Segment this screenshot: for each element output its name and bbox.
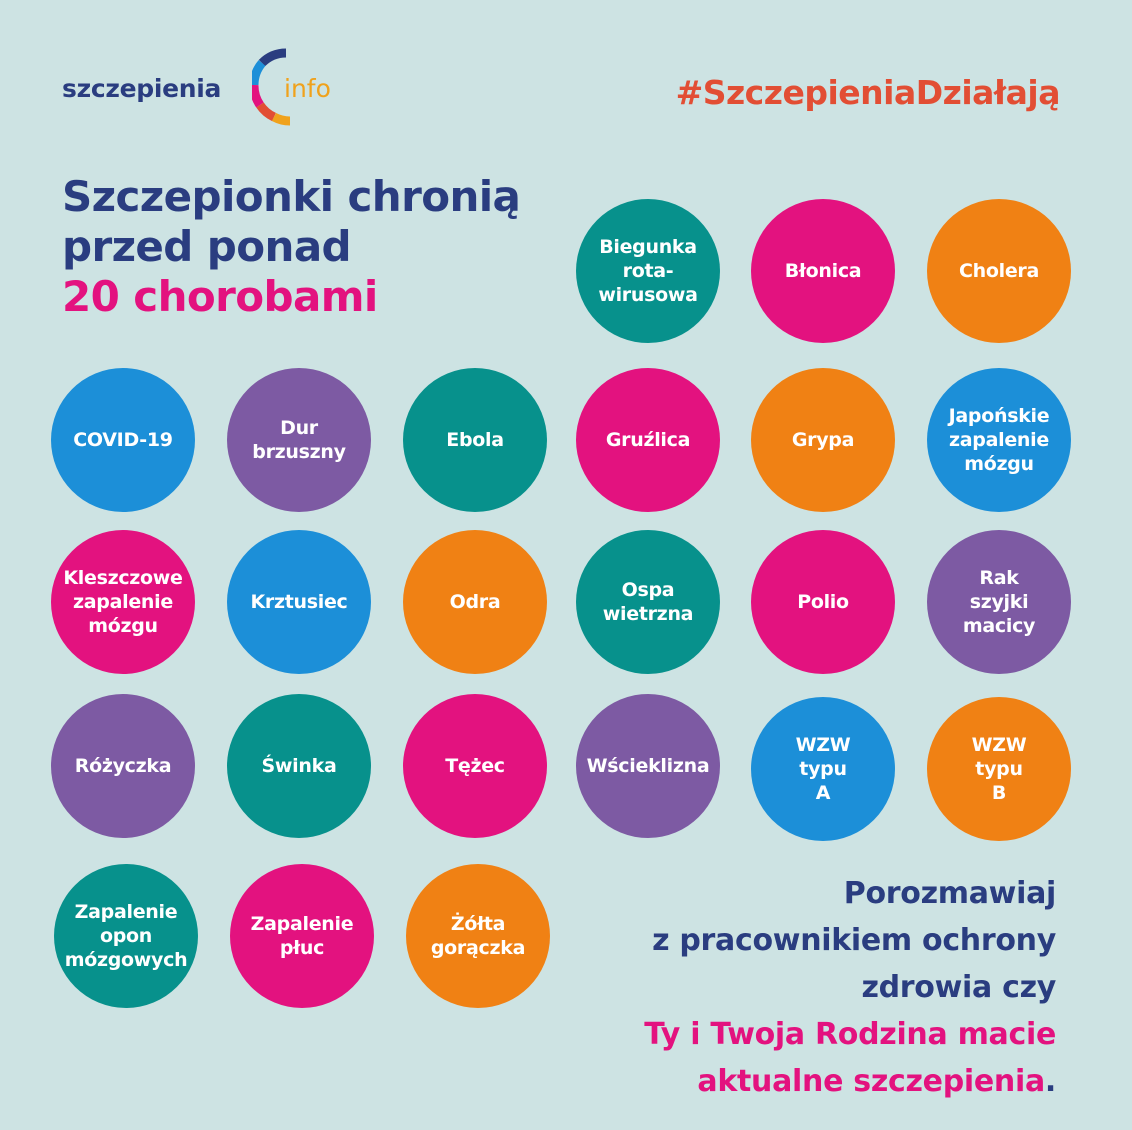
headline — [62, 172, 582, 322]
disease-circle: Wścieklizna — [576, 694, 720, 838]
cta-line-1: Porozmawiaj — [843, 876, 1056, 911]
call-to-action — [516, 870, 1056, 1105]
disease-circle: Dur brzuszny — [227, 368, 371, 512]
cta-line-2: z pracownikiem ochrony — [652, 923, 1056, 958]
disease-circle: Ebola — [403, 368, 547, 512]
cta-line-4: Ty i Twoja Rodzina macie — [644, 1017, 1056, 1052]
headline-line-2: przed ponad — [62, 222, 352, 271]
disease-circle: Zapalenie opon mózgowych — [54, 864, 198, 1008]
logo-suffix-text: info — [284, 74, 331, 103]
disease-circle: Cholera — [927, 199, 1071, 343]
disease-circle: Błonica — [751, 199, 895, 343]
headline-accent: 20 chorobami — [62, 272, 378, 321]
disease-circle: Biegunka rota- wirusowa — [576, 199, 720, 343]
disease-circle: Grypa — [751, 368, 895, 512]
headline-line-1: Szczepionki chronią — [62, 172, 521, 221]
logo — [62, 44, 362, 124]
disease-circle: Polio — [751, 530, 895, 674]
disease-circle: WZW typu B — [927, 697, 1071, 841]
cta-line-3: zdrowia czy — [861, 970, 1056, 1005]
disease-circle: Różyczka — [51, 694, 195, 838]
disease-circle: Krztusiec — [227, 530, 371, 674]
disease-circle: Odra — [403, 530, 547, 674]
disease-circle: COVID-19 — [51, 368, 195, 512]
disease-circle: WZW typu A — [751, 697, 895, 841]
disease-circle: Ospa wietrzna — [576, 530, 720, 674]
disease-circle: Zapalenie płuc — [230, 864, 374, 1008]
disease-circle: Tężec — [403, 694, 547, 838]
disease-circle: Kleszczowe zapalenie mózgu — [51, 530, 195, 674]
disease-circle: Świnka — [227, 694, 371, 838]
disease-circle: Rak szyjki macicy — [927, 530, 1071, 674]
cta-line-5-period: . — [1044, 1064, 1056, 1099]
disease-circle: Japońskie zapalenie mózgu — [927, 368, 1071, 512]
disease-circle: Gruźlica — [576, 368, 720, 512]
hashtag: #SzczepieniaDziałają — [675, 73, 1060, 112]
disease-circle: Żółta gorączka — [406, 864, 550, 1008]
cta-line-5: aktualne szczepienia — [697, 1064, 1045, 1099]
logo-brand-text: szczepienia — [62, 74, 222, 103]
